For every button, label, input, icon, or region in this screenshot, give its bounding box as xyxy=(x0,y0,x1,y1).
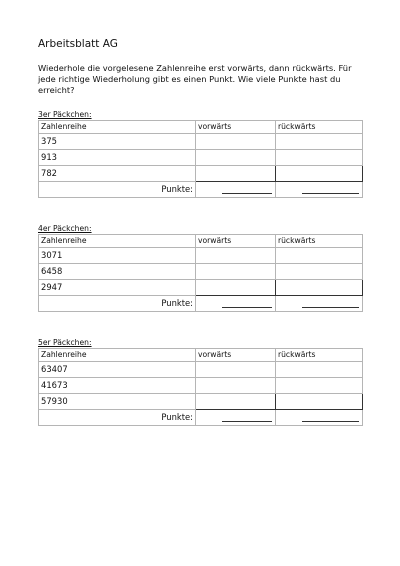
backward-check-cell[interactable] xyxy=(276,134,363,150)
forward-check-cell[interactable] xyxy=(196,394,276,410)
table-row xyxy=(39,248,363,264)
points-row xyxy=(39,296,363,312)
number-sequence: 913 xyxy=(39,150,196,166)
points-row xyxy=(39,182,363,198)
forward-check-cell[interactable] xyxy=(196,280,276,296)
backward-check-cell[interactable] xyxy=(276,378,363,394)
number-table xyxy=(38,234,363,312)
number-sequence: 2947 xyxy=(39,280,196,296)
number-sequence: 63407 xyxy=(39,362,196,378)
number-table xyxy=(38,348,363,426)
backward-check-cell[interactable] xyxy=(276,394,363,410)
table-row xyxy=(39,264,363,280)
points-label: Punkte: xyxy=(39,410,196,426)
column-header-vorwaerts: vorwärts xyxy=(196,235,276,248)
forward-points-field[interactable] xyxy=(196,296,276,312)
worksheet-title: Arbeitsblatt AG xyxy=(38,38,118,50)
column-header-zahlenreihe: Zahlenreihe xyxy=(39,349,196,362)
points-label: Punkte: xyxy=(39,182,196,198)
section-label: 5er Päckchen: xyxy=(38,338,92,347)
backward-check-cell[interactable] xyxy=(276,248,363,264)
table-row xyxy=(39,150,363,166)
table-header-row xyxy=(39,121,363,134)
table-row xyxy=(39,378,363,394)
section-label: 3er Päckchen: xyxy=(38,110,92,119)
table-header-row xyxy=(39,349,363,362)
section-label: 4er Päckchen: xyxy=(38,224,92,233)
forward-check-cell[interactable] xyxy=(196,264,276,280)
section-5er xyxy=(38,338,362,426)
backward-check-cell[interactable] xyxy=(276,166,363,182)
points-row xyxy=(39,410,363,426)
backward-check-cell[interactable] xyxy=(276,280,363,296)
section-4er xyxy=(38,224,362,312)
backward-points-field[interactable] xyxy=(276,410,363,426)
table-header-row xyxy=(39,235,363,248)
forward-points-field[interactable] xyxy=(196,182,276,198)
backward-points-field[interactable] xyxy=(276,296,363,312)
forward-points-field[interactable] xyxy=(196,410,276,426)
forward-check-cell[interactable] xyxy=(196,166,276,182)
backward-check-cell[interactable] xyxy=(276,150,363,166)
column-header-zahlenreihe: Zahlenreihe xyxy=(39,121,196,134)
number-sequence: 57930 xyxy=(39,394,196,410)
backward-check-cell[interactable] xyxy=(276,362,363,378)
column-header-vorwaerts: vorwärts xyxy=(196,121,276,134)
table-row xyxy=(39,362,363,378)
number-sequence: 782 xyxy=(39,166,196,182)
forward-check-cell[interactable] xyxy=(196,134,276,150)
forward-check-cell[interactable] xyxy=(196,362,276,378)
instruction-text: Wiederhole die vorgelesene Zahlenreihe erst vorwärts, dann rückwärts. Für jede richtige Wiederholung gibt es einen Punkt. Wie viele Punkte hast du erreicht? xyxy=(38,63,352,95)
number-sequence: 41673 xyxy=(39,378,196,394)
forward-check-cell[interactable] xyxy=(196,150,276,166)
table-row xyxy=(39,134,363,150)
backward-points-field[interactable] xyxy=(276,182,363,198)
backward-check-cell[interactable] xyxy=(276,264,363,280)
column-header-rueckwaerts: rückwärts xyxy=(276,121,363,134)
column-header-zahlenreihe: Zahlenreihe xyxy=(39,235,196,248)
forward-check-cell[interactable] xyxy=(196,248,276,264)
table-row xyxy=(39,394,363,410)
forward-check-cell[interactable] xyxy=(196,378,276,394)
column-header-rueckwaerts: rückwärts xyxy=(276,235,363,248)
column-header-vorwaerts: vorwärts xyxy=(196,349,276,362)
table-row xyxy=(39,166,363,182)
section-3er xyxy=(38,110,362,198)
points-label: Punkte: xyxy=(39,296,196,312)
table-row xyxy=(39,280,363,296)
number-sequence: 3071 xyxy=(39,248,196,264)
number-table xyxy=(38,120,363,198)
number-sequence: 6458 xyxy=(39,264,196,280)
number-sequence: 375 xyxy=(39,134,196,150)
column-header-rueckwaerts: rückwärts xyxy=(276,349,363,362)
